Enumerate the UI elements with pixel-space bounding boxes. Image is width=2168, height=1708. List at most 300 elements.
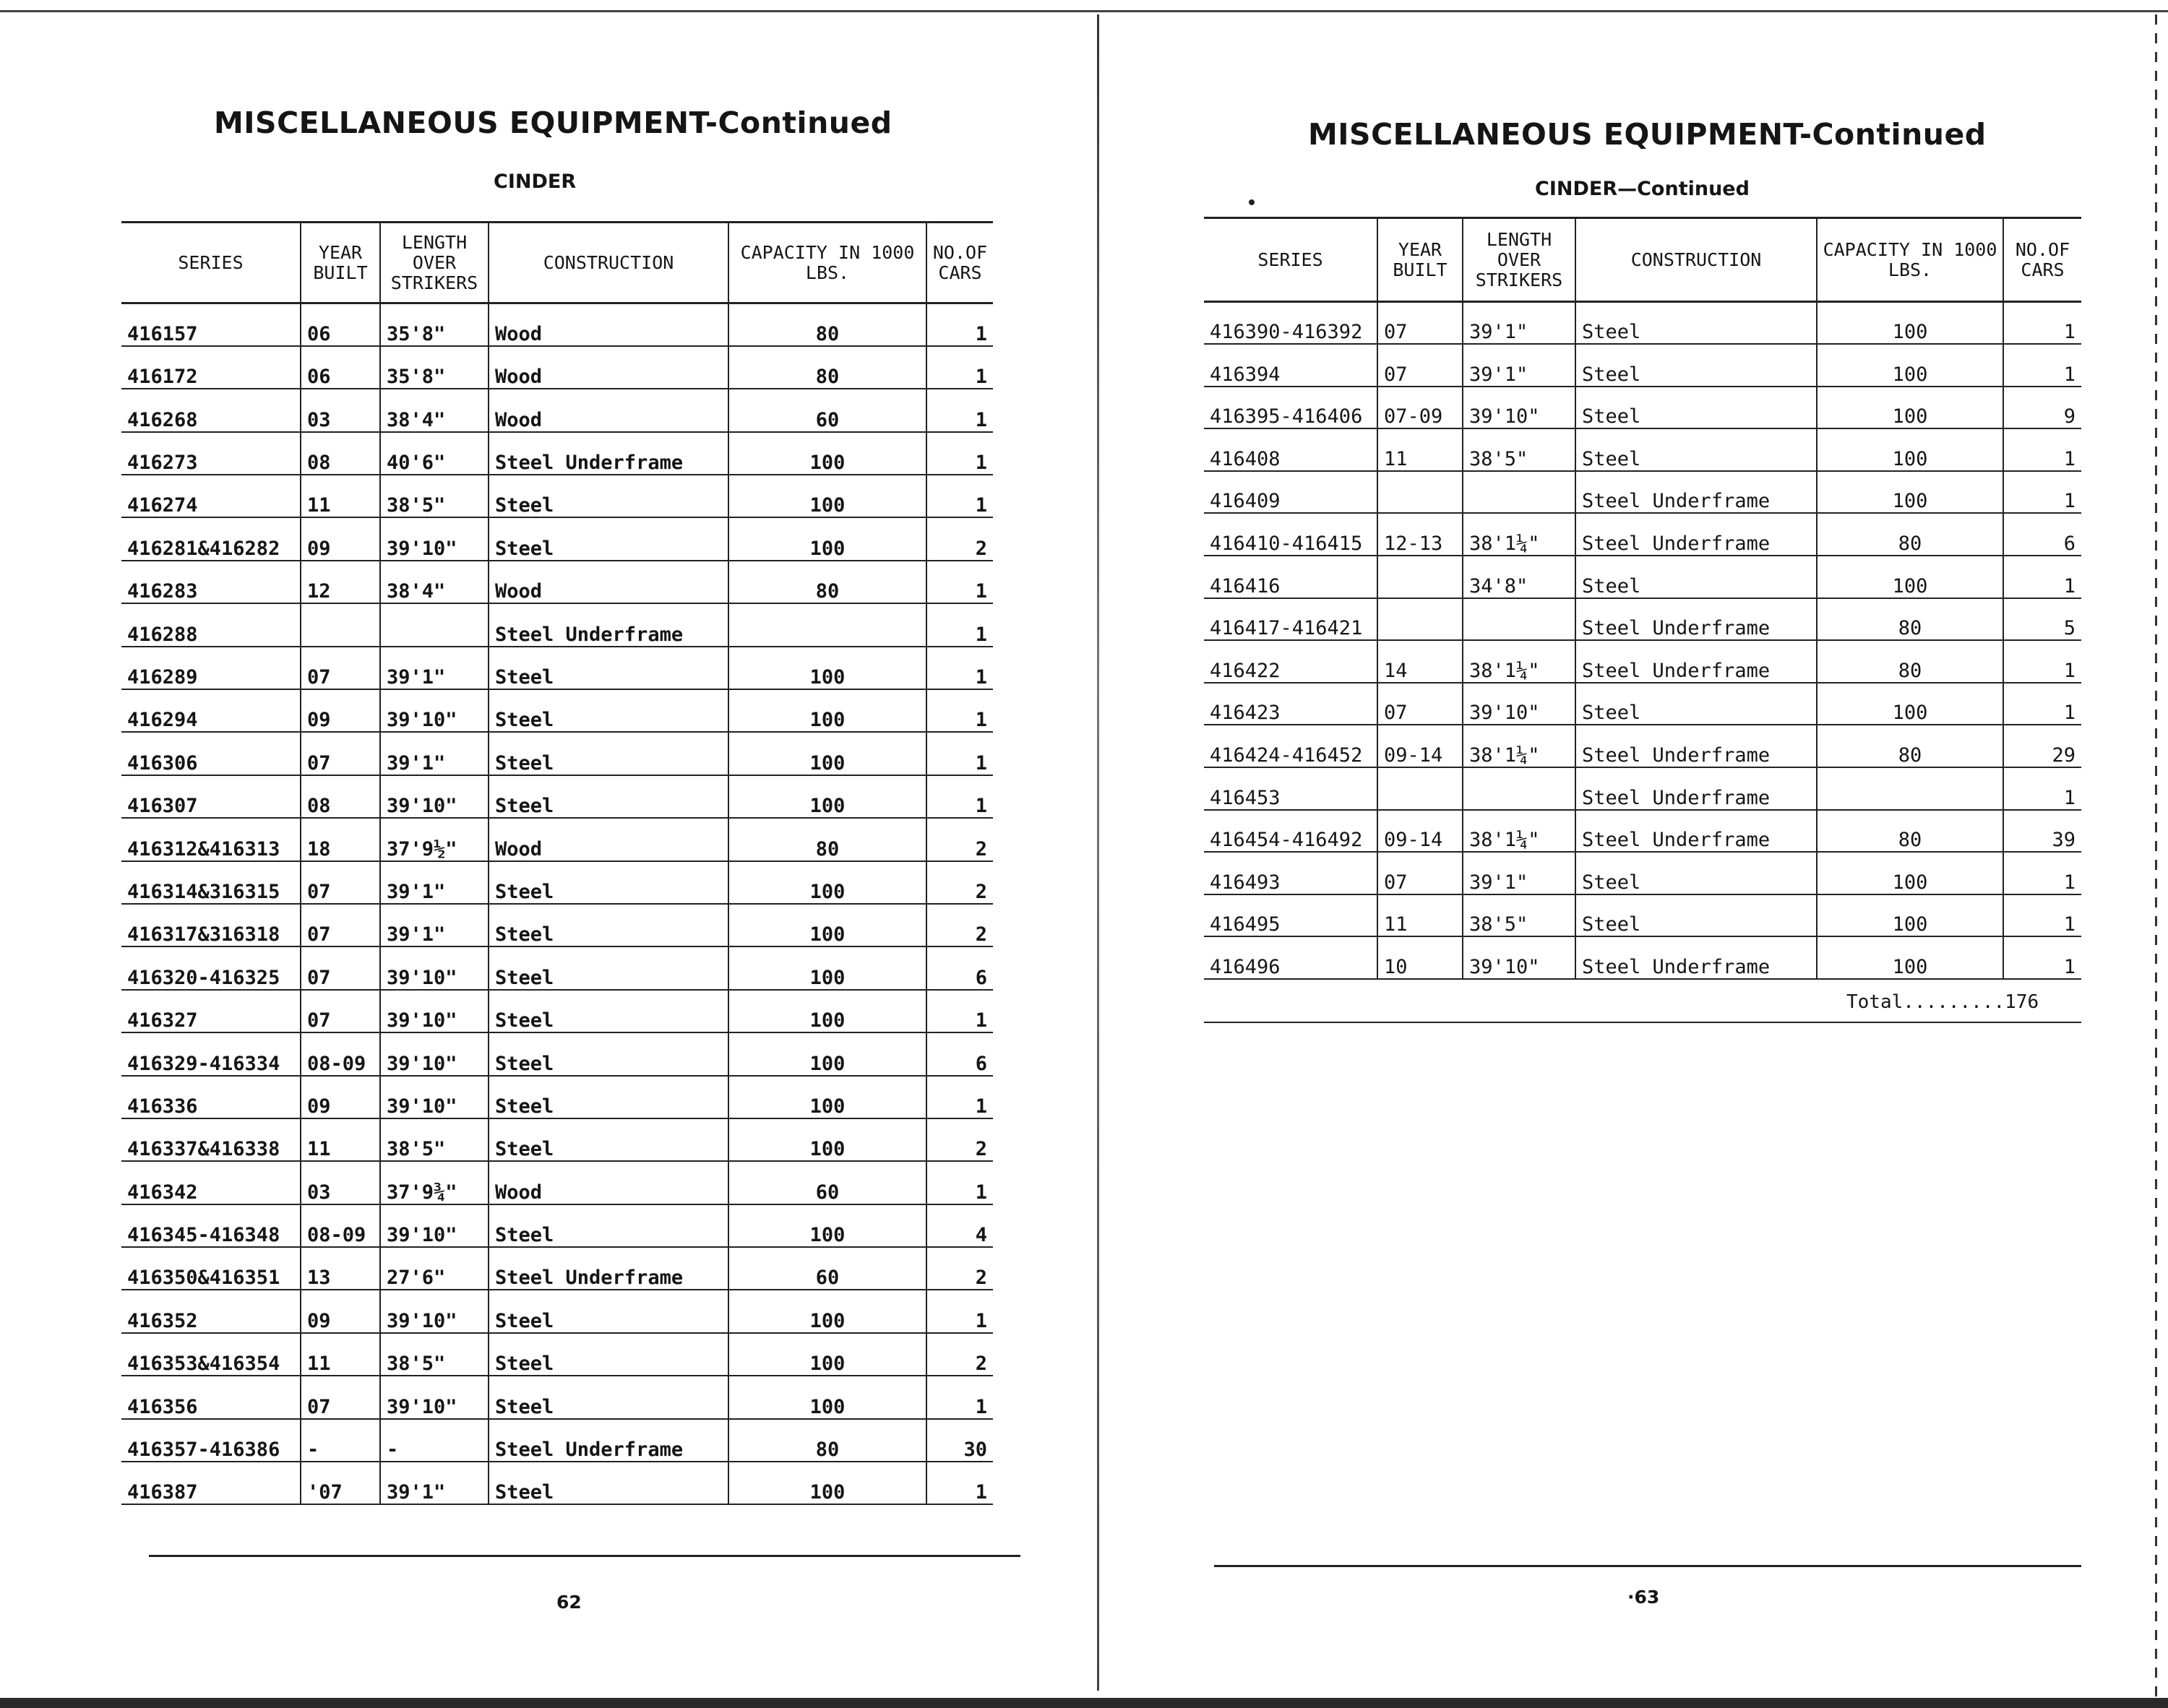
cell-year-built: 08-09	[301, 1032, 380, 1075]
cell-construction: Steel Underframe	[1575, 471, 1817, 514]
cell-length: 39'10"	[380, 1290, 489, 1332]
table-row	[1204, 852, 2081, 894]
cell-cars: 9	[2003, 387, 2081, 429]
cell-cars: 2	[926, 1118, 993, 1161]
table-row	[1204, 810, 2081, 853]
cell-length: 40'6"	[380, 432, 489, 475]
col-header-capacity: CAPACITY IN 1000 LBS.	[728, 223, 926, 303]
cell-length: 39'10"	[1463, 683, 1575, 725]
cell-year-built: 11	[1377, 894, 1463, 937]
cell-capacity: 60	[728, 1161, 926, 1204]
cell-series: 416283	[121, 561, 301, 603]
table-row	[121, 1161, 993, 1204]
cell-capacity: 100	[728, 647, 926, 689]
cell-cars: 1	[926, 432, 993, 475]
cell-capacity: 100	[728, 432, 926, 475]
cell-series: 416314&316315	[121, 861, 301, 904]
cell-capacity: 100	[728, 904, 926, 946]
col-header-cars: NO.OF CARS	[2003, 218, 2081, 302]
cell-series: 416307	[121, 775, 301, 818]
cell-cars: 1	[926, 732, 993, 775]
cell-capacity: 100	[1817, 556, 2003, 598]
cell-series: 416172	[121, 346, 301, 389]
cell-cars: 4	[926, 1204, 993, 1247]
section-subtitle: CINDER—Continued	[1535, 178, 1750, 200]
cell-length: 38'5"	[380, 1333, 489, 1376]
cell-length: 37'9¾"	[380, 1161, 489, 1204]
cell-capacity: 60	[728, 389, 926, 431]
cell-capacity	[728, 603, 926, 646]
cell-series: 416496	[1204, 936, 1377, 979]
cell-capacity: 80	[1817, 810, 2003, 853]
cell-length: 35'8"	[380, 346, 489, 389]
cell-year-built: -	[301, 1419, 380, 1462]
col-header-length: LENGTH OVER STRIKERS	[380, 223, 489, 303]
cell-cars: 1	[926, 303, 993, 346]
cell-year-built: 18	[301, 818, 380, 861]
cell-year-built: 11	[301, 475, 380, 517]
cell-length: 39'10"	[380, 1204, 489, 1247]
cell-series: 416312&416313	[121, 818, 301, 861]
cell-cars: 6	[926, 946, 993, 989]
cell-capacity: 100	[728, 1462, 926, 1504]
cell-series: 416424-416452	[1204, 725, 1377, 767]
table-row	[121, 1419, 993, 1462]
cell-construction: Steel Underframe	[1575, 598, 1817, 641]
cell-construction: Wood	[489, 389, 728, 431]
cell-cars: 29	[2003, 725, 2081, 767]
cell-cars: 1	[926, 389, 993, 431]
cell-year-built: 09	[301, 1076, 380, 1118]
cell-cars: 1	[2003, 936, 2081, 979]
table-row	[121, 1204, 993, 1247]
cell-year-built	[1377, 598, 1463, 641]
cell-year-built: 12	[301, 561, 380, 603]
cell-series: 416274	[121, 475, 301, 517]
table-row	[121, 432, 993, 475]
cell-cars: 5	[2003, 598, 2081, 641]
cell-length: 39'10"	[380, 1032, 489, 1075]
cell-construction: Steel Underframe	[489, 1247, 728, 1290]
cell-cars: 1	[926, 647, 993, 689]
cell-capacity: 80	[728, 818, 926, 861]
cell-construction: Steel	[1575, 556, 1817, 598]
cell-construction: Wood	[489, 1161, 728, 1204]
cell-year-built: 07	[301, 647, 380, 689]
cell-year-built: 07	[1377, 344, 1463, 387]
cell-length: 34'8"	[1463, 556, 1575, 598]
cell-cars: 2	[926, 904, 993, 946]
cell-construction: Steel Underframe	[1575, 767, 1817, 810]
cell-series: 416350&416351	[121, 1247, 301, 1290]
cell-cars: 1	[2003, 767, 2081, 810]
cell-construction: Steel Underframe	[489, 1419, 728, 1462]
cell-length: 39'1"	[1463, 852, 1575, 894]
cell-construction: Steel Underframe	[489, 603, 728, 646]
table-row	[1204, 683, 2081, 725]
table-row	[1204, 598, 2081, 641]
cell-series: 416306	[121, 732, 301, 775]
cell-length: 37'9½"	[380, 818, 489, 861]
table-row	[121, 346, 993, 389]
cell-construction: Steel	[489, 1333, 728, 1376]
cell-length	[1463, 471, 1575, 514]
cell-year-built: 07	[301, 946, 380, 989]
table-header-row	[1204, 218, 2081, 302]
cell-cars: 1	[926, 603, 993, 646]
cell-cars: 1	[2003, 556, 2081, 598]
cell-year-built: 06	[301, 346, 380, 389]
cell-construction: Steel	[489, 946, 728, 989]
table-body	[121, 303, 993, 1505]
table-row	[121, 1333, 993, 1376]
cell-series: 416281&416282	[121, 517, 301, 560]
table-row	[121, 303, 993, 346]
cell-capacity: 80	[1817, 640, 2003, 683]
cell-length: 39'1"	[380, 861, 489, 904]
total-line: Total.........176	[1846, 991, 2039, 1013]
section-subtitle: CINDER	[494, 171, 577, 193]
cell-capacity: 100	[728, 1333, 926, 1376]
cell-length: -	[380, 1419, 489, 1462]
cell-series: 416387	[121, 1462, 301, 1504]
cell-construction: Steel	[489, 904, 728, 946]
cell-series: 416422	[1204, 640, 1377, 683]
cell-capacity: 100	[1817, 344, 2003, 387]
cell-capacity: 80	[1817, 513, 2003, 556]
cell-capacity: 100	[728, 1204, 926, 1247]
cell-construction: Steel	[489, 1076, 728, 1118]
cell-series: 416493	[1204, 852, 1377, 894]
col-header-length: LENGTH OVER STRIKERS	[1463, 218, 1575, 302]
cell-year-built: 11	[301, 1118, 380, 1161]
cell-series: 416268	[121, 389, 301, 431]
cell-construction: Steel	[489, 732, 728, 775]
cell-capacity: 100	[728, 1076, 926, 1118]
bottom-rule	[1214, 1565, 2081, 1567]
cell-year-built: 07	[301, 904, 380, 946]
bottom-rule	[149, 1555, 1020, 1557]
cell-year-built: 10	[1377, 936, 1463, 979]
cell-capacity: 100	[1817, 387, 2003, 429]
cell-construction: Steel	[1575, 852, 1817, 894]
cell-cars: 2	[926, 1247, 993, 1290]
cell-year-built	[1377, 471, 1463, 514]
cell-capacity	[1817, 767, 2003, 810]
cell-series: 416342	[121, 1161, 301, 1204]
cell-length: 38'1¼"	[1463, 513, 1575, 556]
cell-year-built: 11	[1377, 428, 1463, 471]
cell-capacity: 80	[728, 303, 926, 346]
cell-length: 38'1¼"	[1463, 640, 1575, 683]
cell-cars: 1	[926, 990, 993, 1032]
cell-length: 38'1¼"	[1463, 810, 1575, 853]
cell-cars: 30	[926, 1419, 993, 1462]
table-row	[121, 561, 993, 603]
table-row	[121, 732, 993, 775]
table-row	[1204, 640, 2081, 683]
page-title: MISCELLANEOUS EQUIPMENT-Continued	[1308, 117, 1987, 152]
ink-dot	[1249, 199, 1255, 205]
table-row	[121, 1118, 993, 1161]
cell-cars: 1	[926, 1161, 993, 1204]
cell-series: 416423	[1204, 683, 1377, 725]
cell-length: 27'6"	[380, 1247, 489, 1290]
cell-series: 416495	[1204, 894, 1377, 937]
cell-series: 416336	[121, 1076, 301, 1118]
cell-length: 39'10"	[1463, 936, 1575, 979]
cell-capacity: 80	[1817, 725, 2003, 767]
cell-construction: Steel	[489, 1204, 728, 1247]
cell-capacity: 100	[728, 861, 926, 904]
table-row	[1204, 344, 2081, 387]
cell-length: 38'4"	[380, 561, 489, 603]
cell-cars: 6	[2003, 513, 2081, 556]
cell-length	[380, 603, 489, 646]
cell-cars: 1	[926, 1076, 993, 1118]
equipment-table	[1204, 217, 2081, 980]
cell-construction: Steel	[489, 861, 728, 904]
cell-length: 39'10"	[380, 775, 489, 818]
page-title: MISCELLANEOUS EQUIPMENT-Continued	[214, 105, 892, 140]
cell-year-built: 07-09	[1377, 387, 1463, 429]
cell-year-built	[1377, 556, 1463, 598]
table-row	[1204, 302, 2081, 345]
cell-cars: 2	[926, 1333, 993, 1376]
table-header-row	[121, 223, 993, 303]
cell-capacity: 100	[728, 732, 926, 775]
cell-construction: Steel	[1575, 344, 1817, 387]
cell-series: 416453	[1204, 767, 1377, 810]
cell-year-built: 03	[301, 1161, 380, 1204]
cell-length: 38'5"	[380, 475, 489, 517]
cell-year-built: 07	[1377, 683, 1463, 725]
cell-construction: Steel	[1575, 683, 1817, 725]
table-row	[121, 775, 993, 818]
table-row	[121, 647, 993, 689]
cell-length: 39'10"	[1463, 387, 1575, 429]
cell-year-built: 09	[301, 689, 380, 732]
cell-year-built: 07	[301, 732, 380, 775]
cell-length: 39'10"	[380, 946, 489, 989]
cell-cars: 6	[926, 1032, 993, 1075]
cell-construction: Steel	[489, 1118, 728, 1161]
table-row	[1204, 513, 2081, 556]
cell-capacity: 100	[1817, 471, 2003, 514]
cell-capacity: 100	[728, 475, 926, 517]
table-row	[121, 1032, 993, 1075]
cell-series: 416410-416415	[1204, 513, 1377, 556]
cell-capacity: 80	[728, 346, 926, 389]
cell-cars: 1	[926, 475, 993, 517]
cell-length: 39'10"	[380, 1376, 489, 1418]
cell-year-built: 07	[301, 990, 380, 1032]
cell-construction: Steel	[489, 1290, 728, 1332]
cell-capacity: 100	[728, 990, 926, 1032]
cell-construction: Wood	[489, 346, 728, 389]
cell-capacity: 100	[1817, 852, 2003, 894]
cell-capacity: 60	[728, 1247, 926, 1290]
cell-year-built: 07	[301, 861, 380, 904]
cell-construction: Steel	[489, 1032, 728, 1075]
cell-length: 39'1"	[380, 732, 489, 775]
cell-construction: Steel	[489, 517, 728, 560]
cell-cars: 2	[926, 861, 993, 904]
cell-construction: Steel	[489, 1376, 728, 1418]
cell-cars: 1	[926, 1462, 993, 1504]
cell-cars: 1	[2003, 471, 2081, 514]
cell-cars: 1	[2003, 344, 2081, 387]
cell-series: 416454-416492	[1204, 810, 1377, 853]
cell-capacity: 80	[728, 1419, 926, 1462]
cell-series: 416394	[1204, 344, 1377, 387]
cell-construction: Wood	[489, 818, 728, 861]
cell-year-built: 13	[301, 1247, 380, 1290]
cell-series: 416417-416421	[1204, 598, 1377, 641]
cell-capacity: 100	[728, 1032, 926, 1075]
cell-length: 39'1"	[1463, 344, 1575, 387]
cell-construction: Steel	[1575, 428, 1817, 471]
cell-capacity: 100	[728, 1118, 926, 1161]
cell-construction: Steel	[489, 475, 728, 517]
cell-capacity: 100	[1817, 894, 2003, 937]
cell-year-built: 09-14	[1377, 725, 1463, 767]
cell-length: 38'5"	[380, 1118, 489, 1161]
cell-series: 416317&316318	[121, 904, 301, 946]
cell-capacity: 100	[728, 517, 926, 560]
cell-year-built: 14	[1377, 640, 1463, 683]
cell-construction: Wood	[489, 303, 728, 346]
cell-year-built: 06	[301, 303, 380, 346]
cell-year-built: 08	[301, 775, 380, 818]
cell-length	[1463, 767, 1575, 810]
table-row	[121, 861, 993, 904]
cell-series: 416273	[121, 432, 301, 475]
table-row	[1204, 767, 2081, 810]
cell-construction: Steel Underframe	[1575, 513, 1817, 556]
cell-series: 416345-416348	[121, 1204, 301, 1247]
cell-capacity: 100	[728, 775, 926, 818]
col-header-construction: CONSTRUCTION	[489, 223, 728, 303]
table-row	[1204, 936, 2081, 979]
table-row	[121, 946, 993, 989]
table-row	[121, 904, 993, 946]
cell-year-built: 03	[301, 389, 380, 431]
table-row	[121, 1462, 993, 1504]
cell-length: 35'8"	[380, 303, 489, 346]
cell-series: 416288	[121, 603, 301, 646]
equipment-table	[121, 221, 993, 1505]
page-number: 62	[556, 1592, 582, 1613]
table-row	[121, 818, 993, 861]
cell-capacity: 100	[728, 1376, 926, 1418]
cell-length: 39'10"	[380, 990, 489, 1032]
cell-construction: Steel Underframe	[489, 432, 728, 475]
cell-length: 38'5"	[1463, 428, 1575, 471]
cell-series: 416356	[121, 1376, 301, 1418]
cell-construction: Steel Underframe	[1575, 725, 1817, 767]
cell-construction: Steel	[489, 990, 728, 1032]
cell-series: 416329-416334	[121, 1032, 301, 1075]
cell-length: 39'10"	[380, 517, 489, 560]
cell-year-built	[301, 603, 380, 646]
cell-cars: 1	[926, 1290, 993, 1332]
cell-capacity: 100	[1817, 302, 2003, 345]
cell-year-built: 09-14	[1377, 810, 1463, 853]
table-row	[121, 1076, 993, 1118]
cell-construction: Steel	[489, 689, 728, 732]
cell-cars: 39	[2003, 810, 2081, 853]
col-header-series: SERIES	[121, 223, 301, 303]
cell-cars: 1	[926, 689, 993, 732]
page-number: ·63	[1627, 1587, 1660, 1608]
table-row	[1204, 725, 2081, 767]
cell-construction: Steel	[1575, 302, 1817, 345]
cell-series: 416352	[121, 1290, 301, 1332]
cell-capacity: 100	[728, 689, 926, 732]
table-row	[121, 389, 993, 431]
col-header-capacity: CAPACITY IN 1000 LBS.	[1817, 218, 2003, 302]
cell-year-built: '07	[301, 1462, 380, 1504]
table-row	[121, 517, 993, 560]
col-header-construction: CONSTRUCTION	[1575, 218, 1817, 302]
cell-series: 416327	[121, 990, 301, 1032]
cell-length: 39'10"	[380, 1076, 489, 1118]
cell-construction: Steel	[489, 647, 728, 689]
cell-series: 416409	[1204, 471, 1377, 514]
cell-year-built	[1377, 767, 1463, 810]
cell-cars: 1	[2003, 683, 2081, 725]
table-row	[121, 990, 993, 1032]
table-row	[1204, 556, 2081, 598]
cell-year-built: 08-09	[301, 1204, 380, 1247]
cell-series: 416357-416386	[121, 1419, 301, 1462]
table-row	[121, 1376, 993, 1418]
cell-construction: Steel Underframe	[1575, 810, 1817, 853]
cell-capacity: 80	[728, 561, 926, 603]
cell-year-built: 09	[301, 1290, 380, 1332]
cell-length	[1463, 598, 1575, 641]
cell-cars: 1	[2003, 302, 2081, 345]
cell-construction: Steel Underframe	[1575, 640, 1817, 683]
cell-series: 416157	[121, 303, 301, 346]
col-header-cars: NO.OF CARS	[926, 223, 993, 303]
table-row	[1204, 428, 2081, 471]
cell-length: 39'1"	[1463, 302, 1575, 345]
table-row	[121, 475, 993, 517]
cell-length: 39'10"	[380, 689, 489, 732]
table-row	[121, 689, 993, 732]
cell-construction: Steel	[489, 775, 728, 818]
cell-cars: 1	[2003, 640, 2081, 683]
cell-series: 416395-416406	[1204, 387, 1377, 429]
cell-capacity: 100	[1817, 428, 2003, 471]
cell-length: 38'1¼"	[1463, 725, 1575, 767]
cell-cars: 1	[2003, 894, 2081, 937]
cell-year-built: 07	[301, 1376, 380, 1418]
cell-cars: 2	[926, 818, 993, 861]
cell-year-built: 09	[301, 517, 380, 560]
table-row	[121, 1247, 993, 1290]
cell-construction: Steel	[1575, 387, 1817, 429]
table-row	[121, 603, 993, 646]
cell-year-built: 08	[301, 432, 380, 475]
cell-series: 416337&416338	[121, 1118, 301, 1161]
cell-capacity: 100	[728, 1290, 926, 1332]
cell-capacity: 100	[1817, 683, 2003, 725]
cell-cars: 1	[926, 346, 993, 389]
col-header-series: SERIES	[1204, 218, 1377, 302]
